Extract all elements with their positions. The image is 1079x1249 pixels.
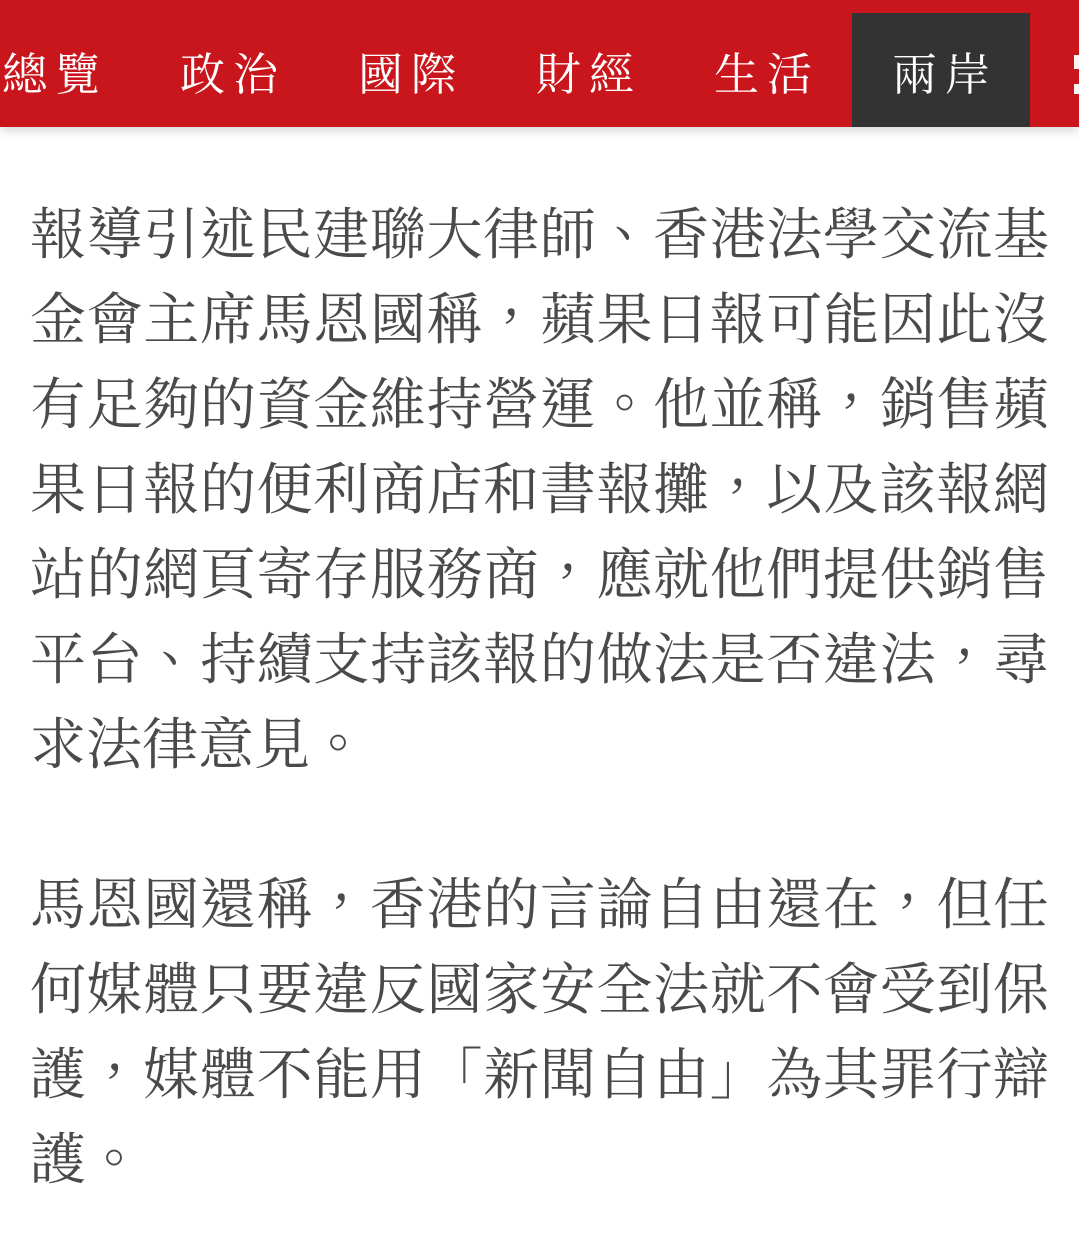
article-body (0, 127, 1079, 1202)
article-text-line: 有足夠的資金維持營運。他並稱，銷售蘋 (30, 373, 1049, 436)
category-tabs (0, 13, 1079, 127)
article-paragraph (30, 862, 1049, 1202)
tab-cross-strait[interactable]: 兩岸 (852, 13, 1030, 127)
article-text-line: 平台、持續支持該報的做法是否違法，尋 (30, 628, 1049, 691)
partial-next-tab-glyph[interactable] (1074, 84, 1079, 94)
article-text-line: 護，媒體不能用「新聞自由」為其罪行辯 (30, 1043, 1049, 1106)
tab-life[interactable]: 生活 (713, 48, 820, 100)
partial-next-tab-glyph[interactable] (1074, 55, 1079, 69)
tab-finance[interactable]: 財經 (535, 48, 642, 100)
category-nav-bar (0, 0, 1079, 127)
article-text-line: 求法律意見。 (30, 713, 366, 776)
article-text-line: 何媒體只要違反國家安全法就不會受到保 (30, 958, 1049, 1021)
article-text-line: 馬恩國還稱，香港的言論自由還在，但任 (30, 873, 1049, 936)
article-text-line: 報導引述民建聯大律師、香港法學交流基 (30, 203, 1049, 266)
article-text-line: 站的網頁寄存服務商，應就他們提供銷售 (30, 543, 1049, 606)
article-text-line: 果日報的便利商店和書報攤，以及該報網 (30, 458, 1049, 521)
article-paragraph (30, 192, 1049, 787)
tab-international[interactable]: 國際 (357, 48, 464, 100)
tab-overview[interactable]: 總覽 (1, 48, 108, 100)
tab-politics[interactable]: 政治 (179, 48, 286, 100)
article-text-line: 金會主席馬恩國稱，蘋果日報可能因此沒 (30, 288, 1049, 351)
article-text-line: 護。 (30, 1128, 142, 1191)
